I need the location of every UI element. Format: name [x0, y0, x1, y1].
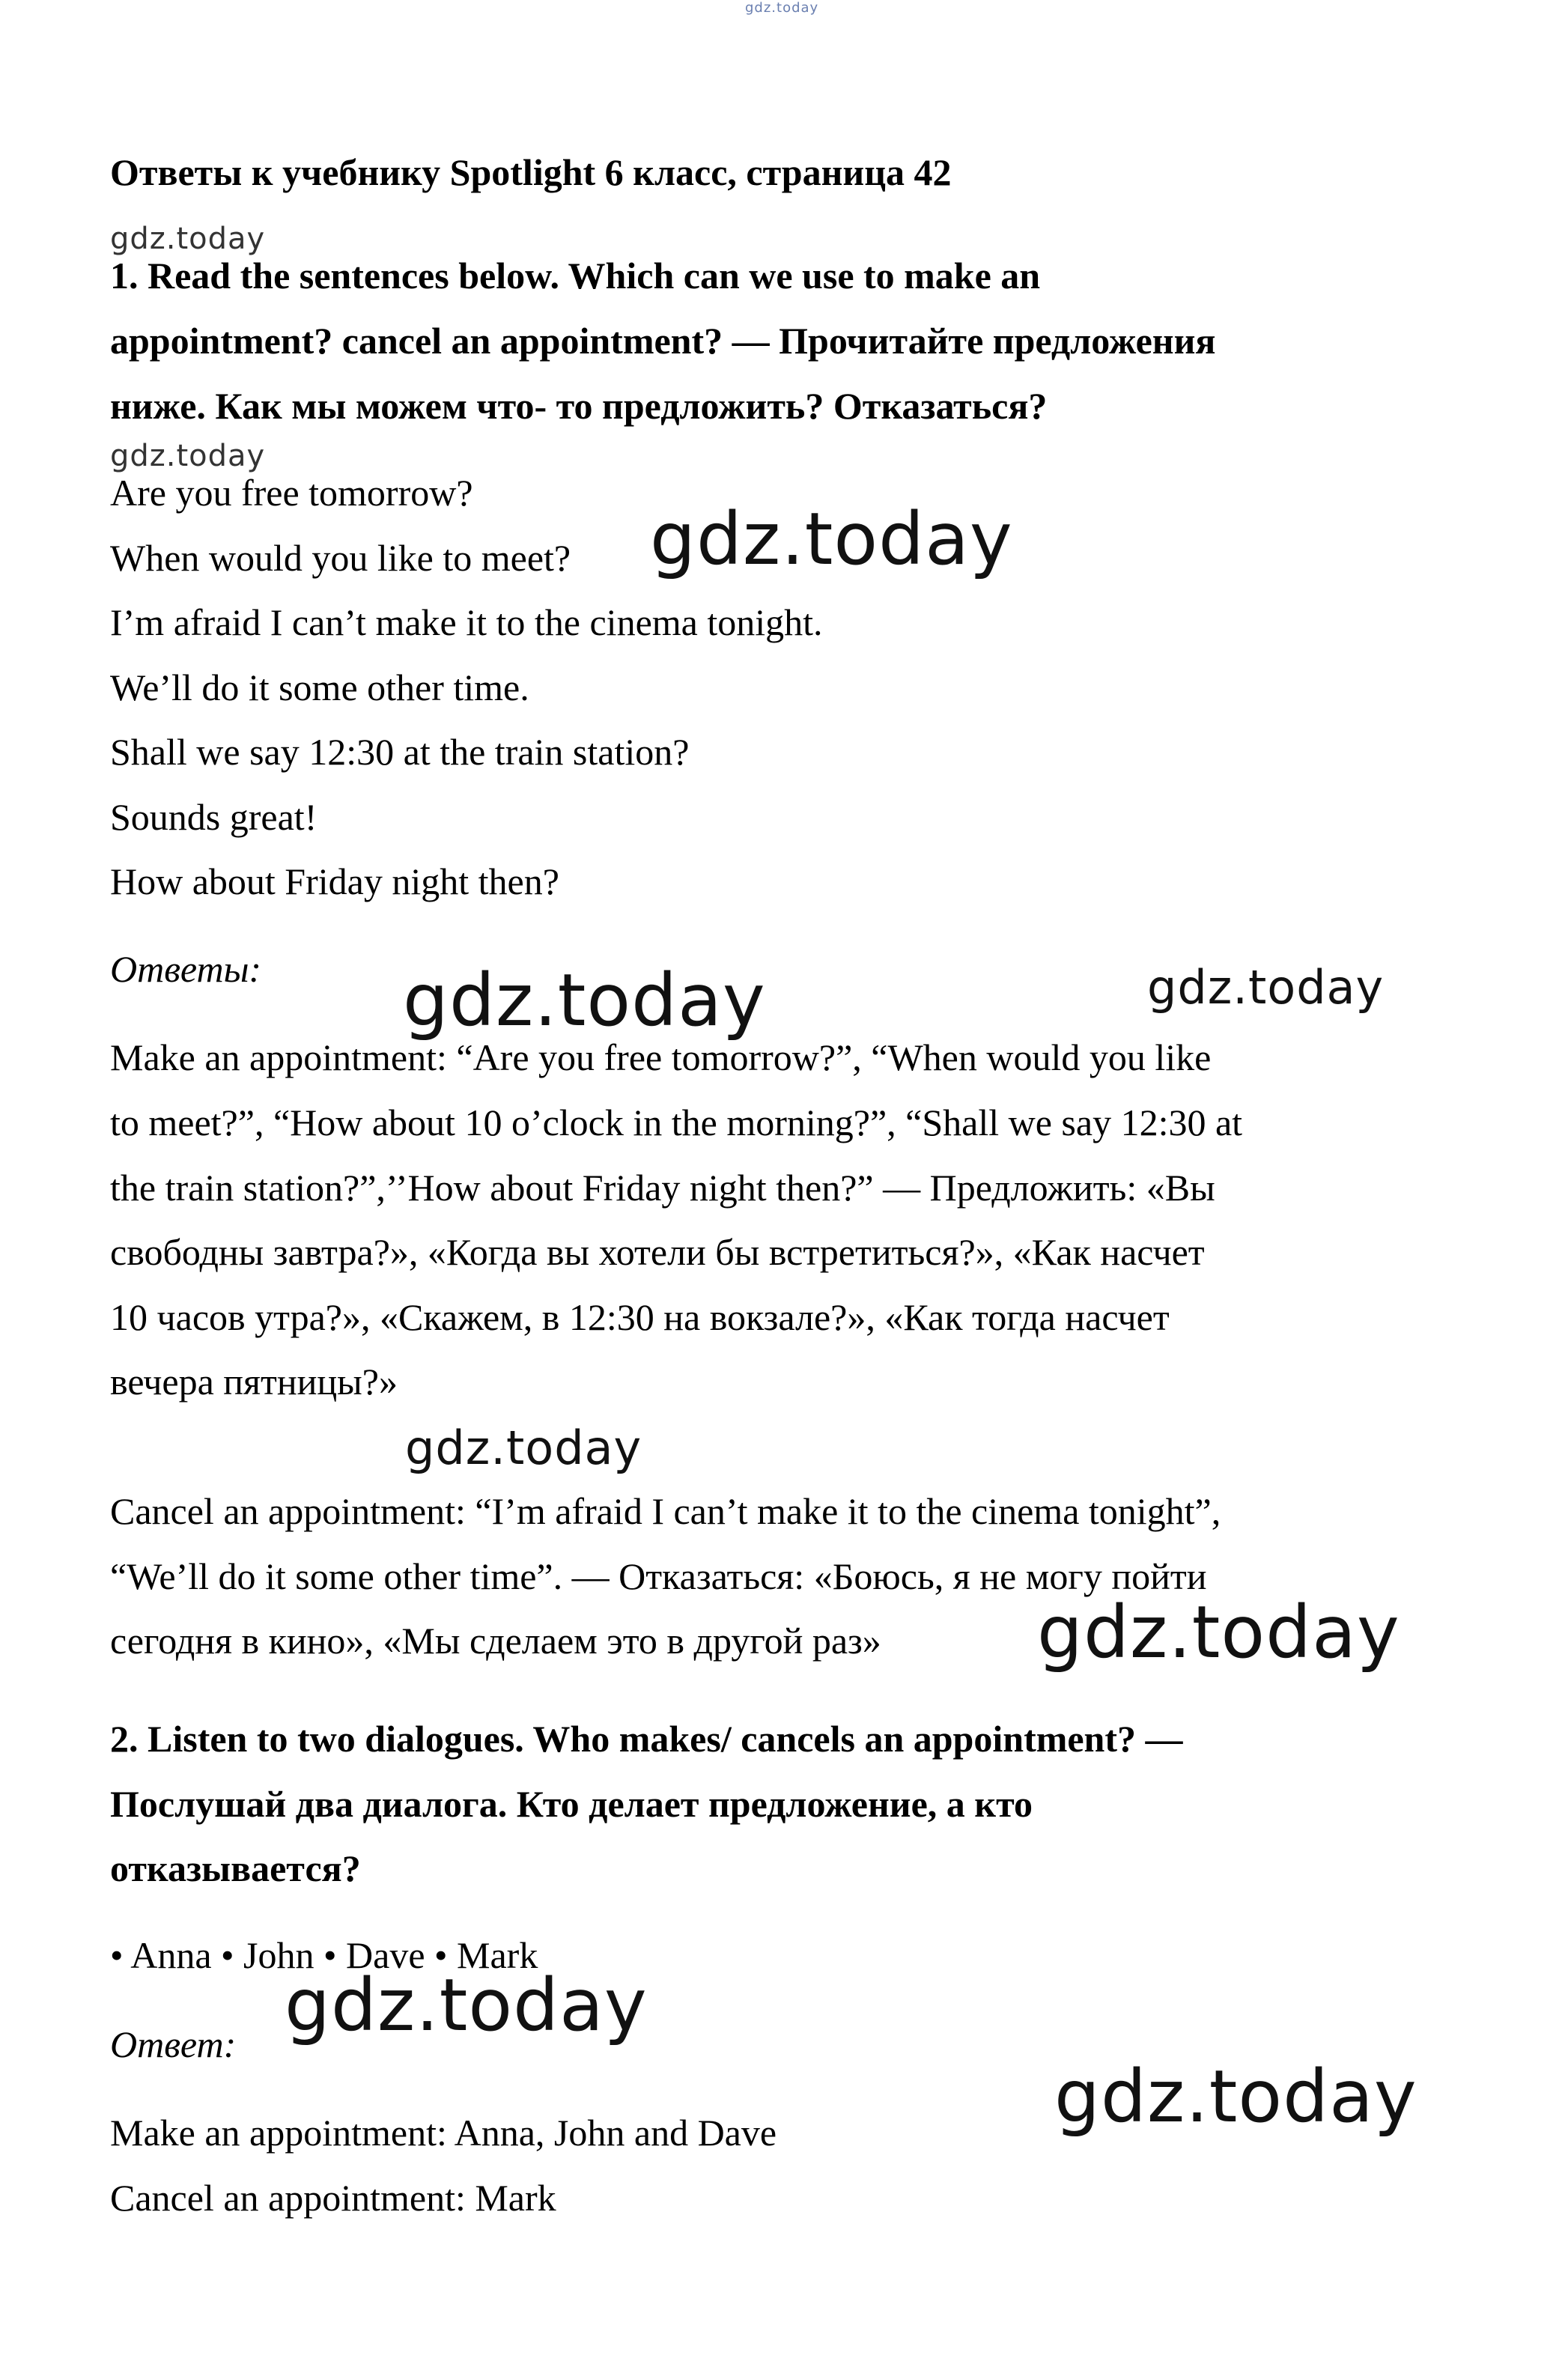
task1-heading-line: ниже. Как мы можем что- то предложить? Отказаться?	[110, 385, 1048, 427]
task1-cancel-line: Cancel an appointment: “I’m afraid I can’t make it to the cinema tonight”,	[110, 1490, 1221, 1532]
watermark-small: gdz.today	[110, 222, 266, 256]
task1-sentence: How about Friday night then?	[110, 860, 559, 902]
page-title: Ответы к учебнику Spotlight 6 класс, страница 42	[110, 151, 952, 193]
task1-make-line: свободны завтра?», «Когда вы хотели бы встретиться?», «Как насчет	[110, 1231, 1205, 1273]
task2-answer: Cancel an appointment: Mark	[110, 2177, 556, 2219]
watermark-large: gdz.today	[650, 497, 1013, 581]
watermark-large: gdz.today	[403, 958, 766, 1042]
watermark-large: gdz.today	[285, 1963, 648, 2047]
task1-answers-label: Ответы:	[110, 948, 262, 990]
task2-answer: Make an appointment: Anna, John and Dave	[110, 2112, 777, 2154]
task1-sentence: Are you free tomorrow?	[110, 472, 473, 514]
task1-cancel-line: сегодня в кино», «Мы сделаем это в другой раз»	[110, 1620, 881, 1662]
task1-make-line: 10 часов утра?», «Скажем, в 12:30 на вокзале?», «Как тогда насчет	[110, 1296, 1170, 1338]
watermark-large: gdz.today	[1054, 2055, 1417, 2139]
watermark-medium: gdz.today	[1147, 960, 1385, 1015]
task1-heading-line: appointment? cancel an appointment? — Прочитайте предложения	[110, 320, 1216, 362]
task1-sentence: Shall we say 12:30 at the train station?	[110, 731, 690, 773]
watermark-large: gdz.today	[1037, 1590, 1400, 1674]
task1-heading-line: 1. Read the sentences below. Which can we use to make an	[110, 255, 1041, 297]
task1-make-line: Make an appointment: “Are you free tomorrow?”, “When would you like	[110, 1036, 1212, 1078]
watermark-top: gdz.today	[745, 0, 819, 16]
task2-heading-line: отказывается?	[110, 1847, 361, 1889]
task2-answer-label: Ответ:	[110, 2023, 237, 2065]
watermark-small: gdz.today	[110, 439, 266, 473]
task1-sentence: When would you like to meet?	[110, 537, 571, 579]
task1-sentence: I’m afraid I can’t make it to the cinema tonight.	[110, 601, 823, 643]
watermark-medium: gdz.today	[405, 1420, 642, 1475]
task2-names: • Anna • John • Dave • Mark	[110, 1934, 538, 1976]
task1-cancel-line: “We’ll do it some other time”. — Отказаться: «Боюсь, я не могу пойти	[110, 1555, 1207, 1597]
task1-sentence: We’ll do it some other time.	[110, 666, 529, 708]
task1-make-line: the train station?”,’’How about Friday night then?” — Предложить: «Вы	[110, 1167, 1215, 1209]
task2-heading-line: Послушай два диалога. Кто делает предложение, а кто	[110, 1783, 1033, 1825]
task1-make-line: to meet?”, “How about 10 o’clock in the morning?”, “Shall we say 12:30 at	[110, 1102, 1243, 1143]
task1-make-line: вечера пятницы?»	[110, 1361, 398, 1403]
task2-heading-line: 2. Listen to two dialogues. Who makes/ cancels an appointment? —	[110, 1718, 1183, 1760]
task1-sentence: Sounds great!	[110, 796, 317, 838]
